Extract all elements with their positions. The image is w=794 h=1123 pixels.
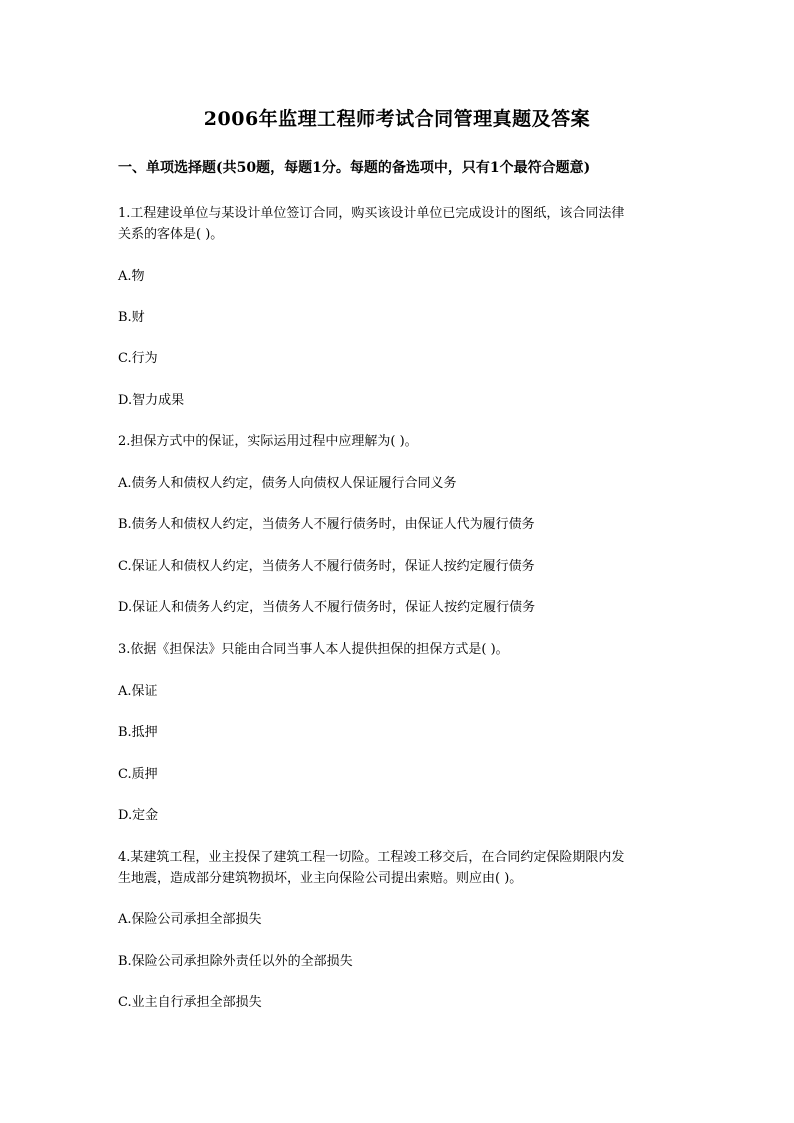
question-1-stem-line-2: 关系的客体是( )。 bbox=[118, 227, 224, 242]
question-1-stem-line-1: 1.工程建设单位与某设计单位签订合同，购买该设计单位已完成设计的图纸，该合同法律 bbox=[118, 206, 625, 221]
question-1-option-b: B.财 bbox=[118, 310, 145, 325]
question-1-option-c: C.行为 bbox=[118, 351, 158, 366]
question-2-option-b: B.债务人和债权人约定，当债务人不履行债务时，由保证人代为履行债务 bbox=[118, 517, 535, 532]
question-4-option-c: C.业主自行承担全部损失 bbox=[118, 995, 262, 1010]
question-2-option-a: A.债务人和债权人约定，债务人向债权人保证履行合同义务 bbox=[118, 476, 457, 491]
question-4-stem-line-1: 4.某建筑工程，业主投保了建筑工程一切险。工程竣工移交后，在合同约定保险期限内发 bbox=[118, 850, 625, 865]
section-heading: 一、单项选择题(共50题，每题1分。每题的备选项中，只有1个最符合题意) bbox=[118, 160, 591, 176]
question-3-option-a: A.保证 bbox=[118, 684, 158, 699]
question-3-option-b: B.抵押 bbox=[118, 725, 158, 740]
document-title: 2006年监理工程师考试合同管理真题及答案 bbox=[203, 108, 591, 130]
question-2-stem: 2.担保方式中的保证，实际运用过程中应理解为( )。 bbox=[118, 434, 418, 449]
question-2-option-d: D.保证人和债务人约定，当债务人不履行债务时，保证人按约定履行债务 bbox=[118, 600, 536, 615]
question-3-option-d: D.定金 bbox=[118, 808, 159, 823]
question-1-option-d: D.智力成果 bbox=[118, 393, 185, 408]
question-2-option-c: C.保证人和债权人约定，当债务人不履行债务时，保证人按约定履行债务 bbox=[118, 559, 535, 574]
question-4-option-a: A.保险公司承担全部损失 bbox=[118, 912, 262, 927]
question-1-option-a: A.物 bbox=[118, 269, 145, 284]
question-4-stem-line-2: 生地震，造成部分建筑物损坏，业主向保险公司提出索赔。则应由( )。 bbox=[118, 871, 523, 886]
question-3-stem: 3.依据《担保法》只能由合同当事人本人提供担保的担保方式是( )。 bbox=[118, 642, 509, 657]
question-4-option-b: B.保险公司承担除外责任以外的全部损失 bbox=[118, 954, 353, 969]
question-3-option-c: C.质押 bbox=[118, 767, 158, 782]
